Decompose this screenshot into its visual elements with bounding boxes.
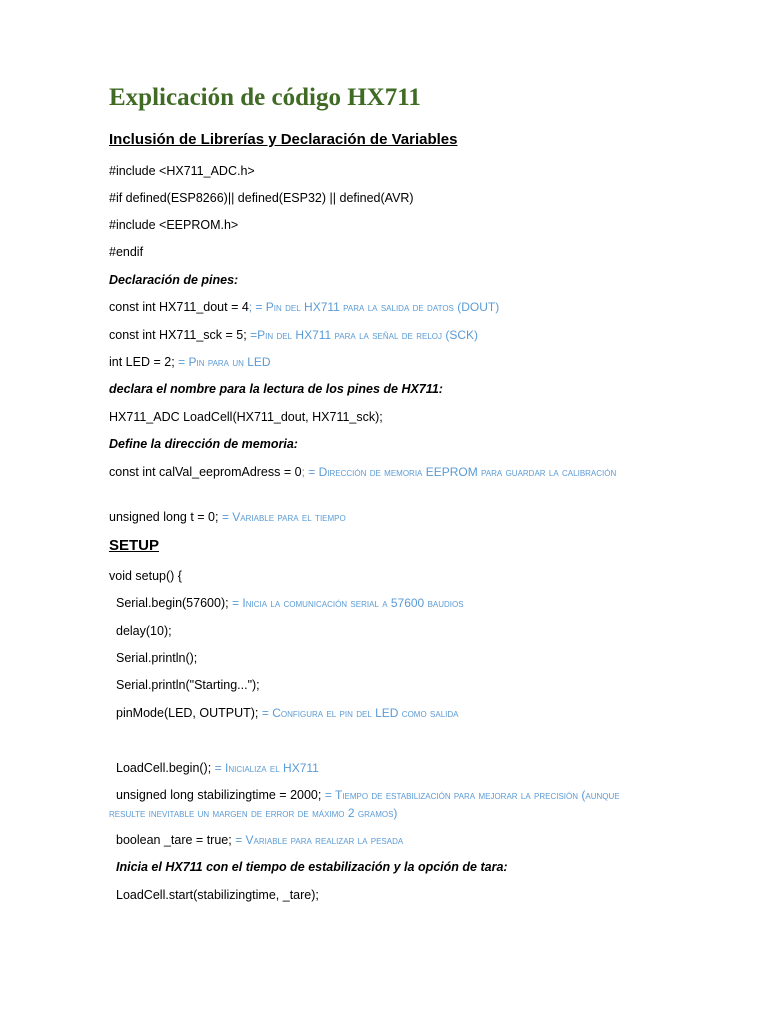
code-stabilizing: unsigned long stabilizingtime = 2000; (116, 788, 325, 802)
code-eeprom-line (109, 463, 669, 481)
code-dout-line (109, 298, 499, 316)
code-pinmode: pinMode(LED, OUTPUT); (116, 706, 262, 720)
code-serial-begin: Serial.begin(57600); (116, 596, 233, 610)
code-pinmode-line (116, 704, 458, 722)
memory-heading: Define la dirección de memoria: (109, 437, 298, 451)
code-loadcell-begin-line (116, 759, 319, 777)
code-eeprom: const int calVal_eepromAdress = 0 (109, 465, 302, 479)
code-include-hx711: #include <HX711_ADC.h> (109, 164, 255, 178)
code-sck-line (109, 326, 478, 344)
code-delay: delay(10); (116, 624, 172, 638)
section-heading-setup: SETUP (109, 537, 160, 554)
note-eeprom: ; = Dirección de memoria EEPROM para guardar la calibración (301, 465, 617, 479)
code-t-line (109, 508, 346, 526)
pins-heading: Declaración de pines: (109, 273, 239, 287)
code-tare: boolean _tare = true; (116, 833, 236, 847)
code-setup-open: void setup() { (109, 569, 182, 583)
code-include-eeprom: #include <EEPROM.h> (109, 218, 239, 232)
note-pinmode: = Configura el pin del LED como salida (261, 706, 459, 720)
section-heading-libraries: Inclusión de Librerías y Declaración de Variables (109, 131, 458, 148)
code-loadcell-begin: LoadCell.begin(); (116, 761, 215, 775)
start-heading: Inicia el HX711 con el tiempo de estabilización y la opción de tara: (116, 860, 508, 874)
note-serial-begin: = Inicia la comunicación serial a 57600 baudios (232, 596, 464, 610)
code-tare-line (116, 831, 403, 849)
code-if-defined: #if defined(ESP8266)|| defined(ESP32) || defined(AVR) (109, 191, 414, 205)
code-stabilizing-line (109, 786, 654, 822)
code-led-line (109, 353, 271, 371)
code-endif: #endif (109, 245, 144, 259)
code-sck: const int HX711_sck = 5; (109, 328, 251, 342)
code-starting: Serial.println("Starting..."); (116, 678, 260, 692)
code-serial-begin-line (116, 594, 464, 612)
code-loadcell-start: LoadCell.start(stabilizingtime, _tare); (116, 888, 319, 902)
code-adc: HX711_ADC LoadCell(HX711_dout, HX711_sck); (109, 410, 383, 424)
document-title: Explicación de código HX711 (109, 84, 421, 111)
note-stabilizing: = Tiempo de estabilización para mejorar la precisión (aunque resulte inevitable un margen de error de máximo 2 gramos) (109, 788, 620, 820)
note-sck: =Pin del HX711 para la señal de reloj (SCK) (250, 328, 478, 342)
note-t: = Variable para el tiempo (221, 510, 346, 524)
note-tare: = Variable para realizar la pesada (235, 833, 404, 847)
note-dout: ; = Pin del HX711 para la salida de datos (DOUT) (248, 300, 500, 314)
code-led: int LED = 2; (109, 355, 179, 369)
code-t: unsigned long t = 0; (109, 510, 222, 524)
note-led: = Pin para un LED (178, 355, 271, 369)
declare-heading: declara el nombre para la lectura de los pines de HX711: (109, 382, 443, 396)
code-println: Serial.println(); (116, 651, 198, 665)
note-loadcell-begin: = Inicializa el HX711 (214, 761, 319, 775)
code-dout: const int HX711_dout = 4 (109, 300, 249, 314)
